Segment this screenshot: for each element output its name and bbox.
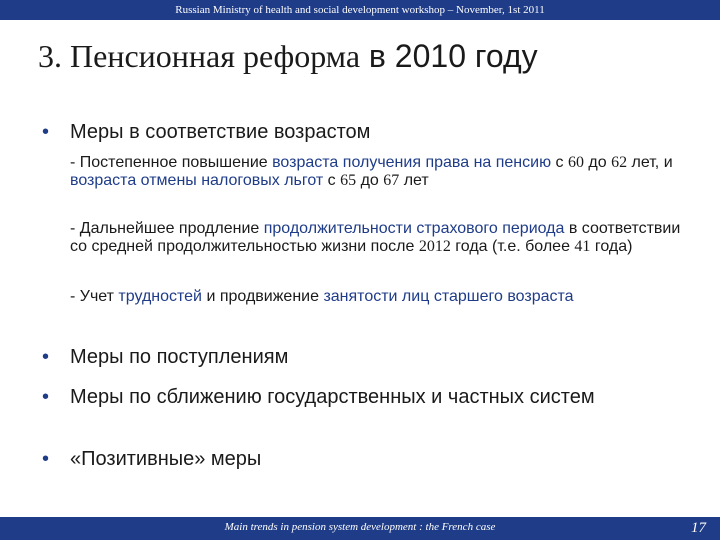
- bullet-marker: •: [42, 448, 50, 470]
- page-title: [38, 38, 538, 75]
- subitem-text: с: [551, 154, 568, 171]
- subitem-text: - Дальнейшее продление: [70, 220, 264, 237]
- title-suffix: в 2010 году: [360, 38, 538, 74]
- bullet-item: [42, 346, 690, 368]
- subitem-text: года (т.е. более: [450, 238, 575, 255]
- bullet-text: Меры по сближению государственных и частных систем: [70, 386, 595, 408]
- subitem-text: до: [583, 154, 612, 171]
- subitem-highlight: занятости лиц старшего возраста: [323, 288, 574, 305]
- bullet-text: Меры в соответствие возрастом: [70, 121, 371, 143]
- subitem-text: - Постепенное повышение: [70, 154, 273, 171]
- header-text: Russian Ministry of health and social development workshop – November, 1st 2011: [175, 4, 545, 16]
- bullet-marker: •: [42, 121, 50, 143]
- subitem-text: в соответствии со средней продолжительностью жизни после: [70, 220, 681, 255]
- page-number: 17: [691, 520, 706, 536]
- subitem: [70, 288, 690, 306]
- subitem-text: до: [356, 172, 384, 189]
- subitem-text: года): [590, 238, 633, 255]
- bullet-text: «Позитивные» меры: [70, 448, 262, 470]
- title-main: 3. Пенсионная реформа: [38, 38, 361, 74]
- footer-bar: [0, 517, 720, 540]
- subitem-highlight: продолжительности страхового периода: [263, 220, 565, 237]
- bullet-text: Меры по поступлениям: [70, 346, 289, 368]
- subitem-highlight: трудностей: [118, 288, 202, 305]
- bullet-marker: •: [42, 346, 50, 368]
- subitem-number: 67: [383, 172, 400, 189]
- subitem-number: 41: [574, 238, 591, 255]
- subitem-text: лет: [399, 172, 429, 189]
- subitem: [70, 220, 690, 256]
- footer-text: Main trends in pension system development : the French case: [224, 521, 496, 533]
- bullet-item: [42, 448, 690, 470]
- bullet-item: [42, 386, 690, 408]
- subitem-highlight: возраста отмены налоговых льгот: [70, 172, 324, 189]
- subitem-number: 2012: [418, 238, 451, 255]
- subitem-number: 62: [611, 154, 628, 171]
- subitem-text: - Учет: [70, 288, 119, 305]
- subitem-text: и продвижение: [202, 288, 324, 305]
- subitem-text: с: [323, 172, 341, 189]
- subitem-highlight: возраста получения права на пенсию: [272, 154, 552, 171]
- bullet-marker: •: [42, 386, 50, 408]
- subitem-number: 65: [340, 172, 357, 189]
- subitem-number: 60: [567, 154, 584, 171]
- bullet-item: [42, 121, 690, 143]
- subitem: [70, 154, 690, 190]
- header-bar: [0, 0, 720, 20]
- subitem-text: лет, и: [627, 154, 673, 171]
